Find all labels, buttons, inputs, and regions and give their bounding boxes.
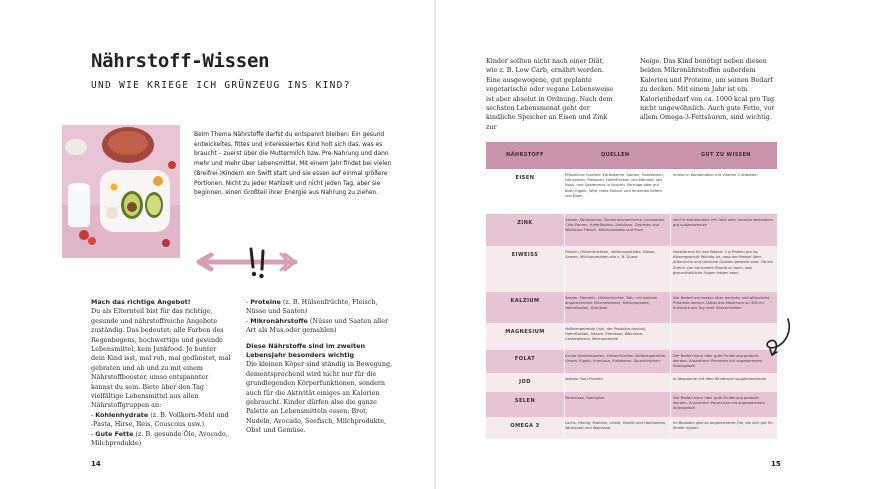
- table-row: [486, 246, 777, 292]
- page-number-left: 14: [91, 460, 101, 468]
- list-item-carbs: - Kohlenhydrate (z. B. Vollkorn-Mehl und -Pasta, Hirse, Reis, Couscous usw.): [91, 410, 229, 429]
- arrow-doodle-icon: [195, 243, 315, 283]
- nutrient-note: Der Bedarf am besten über tierische und pflanzliche Produkte decken. Dabei das Maximum an 300 ml Kuhmilch pro Tag nicht überschreiten: [673, 296, 770, 311]
- table-row: [486, 323, 777, 350]
- book-gutter: [434, 0, 436, 489]
- header-nutrient: NÄHRSTOFF: [506, 152, 544, 158]
- table-row: [486, 373, 777, 392]
- list-item-text: (z. B. gesunde Öle, Avocado, Milchprodukte): [91, 429, 228, 448]
- nutrient-name: SELEN: [514, 398, 536, 404]
- nutrient-sources: Sesam, Kürbiskerne, Sonnenblumenkerne, Leinsamen, Chia-Samen, Haferflocken, Erdnüsse, Cashews und Walnüsse Fleisch, Milchprodukte und Fisch: [565, 218, 666, 233]
- table-header: [486, 142, 777, 169]
- nutrient-sources: Sesam, Mandeln, Hülsenfrüchte, Tofu, mit kalzium angereichertes Mineralwasser, Milchprodukte, Haferflocken, Grünkohl: [565, 296, 658, 311]
- nutrient-name: ZINK: [517, 220, 533, 226]
- right-column-2: Neige. Das Kind benötigt neben diesen beiden Mikronährstoffen außerdem Kalorien und Proteine, um seinen Bedarf zu decken. Mit einem Jahr ist ein Kalorienbedarf von ca. 1000 kcal pro Tag nicht ungewöhnlich. Auch gute Fette, vor allem Omega-3-Fettsäuren, sind wichtig.: [640, 57, 775, 122]
- table-row: [486, 350, 777, 373]
- nutrient-sources: Fleisch, Hülsenfrüchten, Vollkorngetreide, Nüsse, Samen, Milchprodukten wie z. B. Quark: [565, 250, 656, 260]
- list-item-label: Mikronährstoffe: [250, 316, 308, 325]
- table-row: [486, 392, 777, 417]
- left-column-1: [91, 298, 231, 449]
- table-column-divider: [564, 169, 565, 439]
- table-column-divider: [670, 169, 671, 439]
- left-column-2: [246, 298, 394, 436]
- nutrient-sources: Pflanzliche Quellen: Kürbiskerne, Samen, Hanfsamen, Leinsamen, Pistazien, Haferflocken und Mandeln (als Nuss- und Saatenmus in Saucen, Porridge oder auf Brot) Eigelb, Wild, rotes Fleisch und Innereien liefern viel Eisen: [565, 173, 664, 198]
- section-heading-offer: Mach das richtige Angebot!: [91, 298, 191, 306]
- list-item-micronutrients: - Mikronährstoffe (Nüsse und Saaten aller Art als Mus oder gemahlen): [246, 316, 389, 335]
- offer-body: Du als Elternteil bist für das richtige, gesunde und nährstoffreiche Angebote zuständig. Das bedeutet: alle Farben des Regenbogens, hochwertige und gesunde Lebensmittel, kein Junkfood. Je bunter dein Kind isst, mal roh, mal gedünstet, mal gebraten und ab und zu mit einem Nährstoffbooster, umso entspannter kannst du sein. Biete über den Tag vielfältige Lebensmittel aus allen Nährstoffgruppen an:: [91, 307, 231, 410]
- page-title: Nährstoff-Wissen: [91, 50, 270, 72]
- nutrient-sources: Grüne Gemüsesorten, Hülsenfrüchte, Vollkorngetreide, Linsen, Eigelb, Erdnüsse, Erdbeeren, Sauerkirschen: [565, 354, 667, 364]
- nutrient-name: KALZIUM: [510, 298, 540, 304]
- right-column-1: Kinder sollten nicht nach einer Diät, wie z. B. Low Carb, ernährt werden. Eine ausgewogene, gut geplante vegetarische oder vegane Lebensweise ist aber absolut in Ordnung. Nach dem sechsten Lebensmonat geht der kindliche Speicher an Eisen und Zink zur: [486, 57, 614, 131]
- nutrient-name: FOLAT: [514, 356, 536, 362]
- nutrient-sources: Paranüsse, Steinpilze: [565, 396, 605, 400]
- nutrient-note: immer in Kombination mit Vitamin C anbieten: [673, 173, 758, 177]
- nutrient-name: EIWEISS: [511, 252, 539, 258]
- header-good-to-know: GUT ZU WISSEN: [701, 152, 751, 158]
- list-item-label: Gute Fette: [95, 429, 134, 438]
- nutrients-body: Die kleinen Köper sind ständig in Bewegung, dementsprechend wird nicht nur für die grundlegenden Körperfunktionen, sondern auch für die Aktivität einiges an Kalorien gebraucht. Kinder dürfen also die ganze Palette an Lebensmitteln essen: Brot, Nudeln, Avocado, Seefisch, Milchprodukte, Obst und Gemüse.: [246, 360, 393, 435]
- nutrient-name: JOD: [519, 379, 531, 385]
- list-item-label: Kohlenhydrate: [95, 410, 149, 419]
- list-item-text: (z. B. Vollkorn-Mehl und -Pasta, Hirse, Reis, Couscous usw.): [91, 410, 229, 429]
- section-heading-nutrients: Diese Nährstoffe sind im zweiten Lebensjahr besonders wichtig: [246, 341, 366, 360]
- nutrient-note: Der Bedarf kann über gute Ernährung gedeckt werden. Ausnahme: Paranüsse mit angegebenem Selengehalt: [673, 396, 765, 411]
- nutrient-note: in Absprache mit dem Kinderarzt supplementieren: [673, 377, 767, 381]
- list-item-fats: - Gute Fette (z. B. gesunde Öle, Avocado, Milchprodukte): [91, 429, 228, 448]
- food-photo: [62, 125, 180, 258]
- food-photo-illustration: [62, 125, 180, 258]
- table-row: [486, 417, 777, 439]
- nutrient-note: Faustformel für den Bedarf: 1 g Protein pro kg Körpergewicht Wichtig ist, dass der Bedarf über pflanzliche und tierische Quellen gedeckt wird. Ob die Zufuhr von tierischem Eiweiß zu hoch, was gesundheitliche Folgen haben kann: [673, 250, 773, 275]
- nutrient-sources: Jodsalz, Nori-Flocken: [565, 377, 604, 381]
- nutrient-name: OMEGA 3: [510, 423, 540, 429]
- nutrient-note: Im Bioladen gibt es angereicherte Öle, die sich gut für Kinder eignen: [673, 421, 773, 431]
- page-number-right: 15: [771, 460, 781, 468]
- nutrient-name: MAGNESIUM: [505, 329, 545, 335]
- list-item-label: Proteine: [250, 298, 281, 306]
- nutrient-note: wird in Kombination mit Obst oder Gemüse besonders gut aufgenommen: [673, 218, 773, 228]
- nutrient-sources: Vollkorngetreide (inkl. der Produkte daraus), Haferflocken, Sesam, Erdnüsse, Walnüsse, Cashewkerne, Milchprodukte: [565, 327, 647, 342]
- list-item-proteins: - Proteine (z. B. Hülsenfrüchte, Fleisch, Nüsse und Saaten): [246, 298, 378, 316]
- page-subtitle: UND WIE KRIEGE ICH GRÜNZEUG INS KIND?: [91, 80, 351, 91]
- list-item-text: (z. B. Hülsenfrüchte, Fleisch, Nüsse und Saaten): [246, 298, 378, 316]
- list-item-text: (Nüsse und Saaten aller Art als Mus oder gemahlen): [246, 316, 389, 335]
- nutrient-note: Der Bedarf kann über gute Ernährung gedeckt werden. Ausnahme: Personen mit angeborenem Selengehalt: [673, 354, 763, 369]
- table-row: [486, 214, 777, 246]
- nutrient-name: EISEN: [515, 175, 535, 181]
- header-sources: QUELLEN: [601, 152, 630, 158]
- table-row: [486, 169, 777, 214]
- loop-arrow-doodle-icon: [758, 317, 794, 359]
- intro-text: Beim Thema Nährstoffe darfst du entspannt bleiben: Ein gesund entwickeltes, fittes und interessiertes Kind holt sich das, was es braucht – zuerst über die Muttermilch bzw. Pre-Nahrung und dann mehr und mehr über Lebensmittel. Mit einem Jahr findet bei vielen (Breifrei-)Kindern ein Swift statt und sie essen auf einmal größere Portionen. Nicht zu jeder Mahlzeit und nicht jeden Tag, aber sie beginnen. einen Großteil ihrer Energie aus Nahrung zu ziehen.: [194, 132, 392, 197]
- nutrient-table: [486, 142, 777, 439]
- nutrient-sources: Lachs, Hering, Makrele, Leinöl, Hanföl und Hanfsamen, Walnussöl und Walnüsse: [565, 421, 667, 431]
- table-row: [486, 292, 777, 323]
